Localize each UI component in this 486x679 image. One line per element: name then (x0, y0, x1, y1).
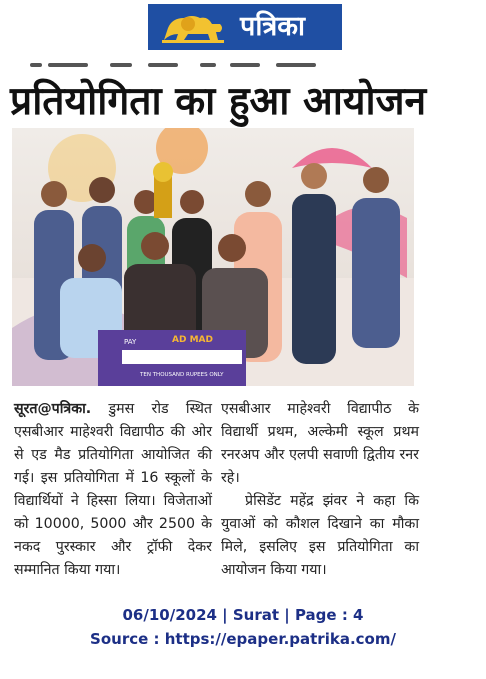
article-paragraph-1: डुमस रोड स्थित एसबीआर माहेश्वरी विद्यापीठ की ओर से एड मैड प्रतियोगिता आयोजित की गई। इस प्रतियोगिता में 16 स्कूलों के विद्यार्थियों ने हिस्सा लिया। विजेताओं को 10000, 5000 और 2500 के नकद पुरस्कार और ट्रॉफी देकर सम्मानित किया गया। (14, 401, 212, 578)
cheque-amount-words: TEN THOUSAND RUPEES ONLY (140, 372, 224, 378)
headline: प्रतियोगिता का हुआ आयोजन (10, 79, 427, 124)
footer-source-link[interactable]: Source : https://epaper.patrika.com/ (90, 630, 396, 648)
article-left-column (14, 398, 212, 582)
article-paragraph-3: प्रेसिडेंट महेंद्र झंवर ने कहा कि युवाओं को कौशल दिखाने का मौका मिले, इसलिए इस प्रतियोगिता का आयोजन किया गया। (221, 493, 419, 578)
article-paragraph-2: एसबीआर माहेश्वरी विद्यापीठ के विद्यार्थी प्रथम, अल्केमी स्कूल प्रथम रनरअप और एलपी सवाणी द्वितीय रनर रहे। (221, 401, 419, 486)
cut-off-text-strip (30, 63, 320, 69)
dateline: सूरत@पत्रिका. (14, 401, 92, 417)
footer-date-edition: 06/10/2024 | Surat | Page : 4 (122, 606, 364, 624)
event-photo-illustration (12, 128, 414, 386)
cheque-pay-label: PAY (124, 338, 137, 346)
masthead (148, 4, 342, 50)
article-right-column (221, 398, 419, 582)
brand-name: पत्रिका (240, 11, 305, 42)
cheque-banner-title: AD MAD (172, 335, 213, 345)
news-photo (12, 128, 414, 386)
lion-logo-icon (158, 10, 228, 44)
